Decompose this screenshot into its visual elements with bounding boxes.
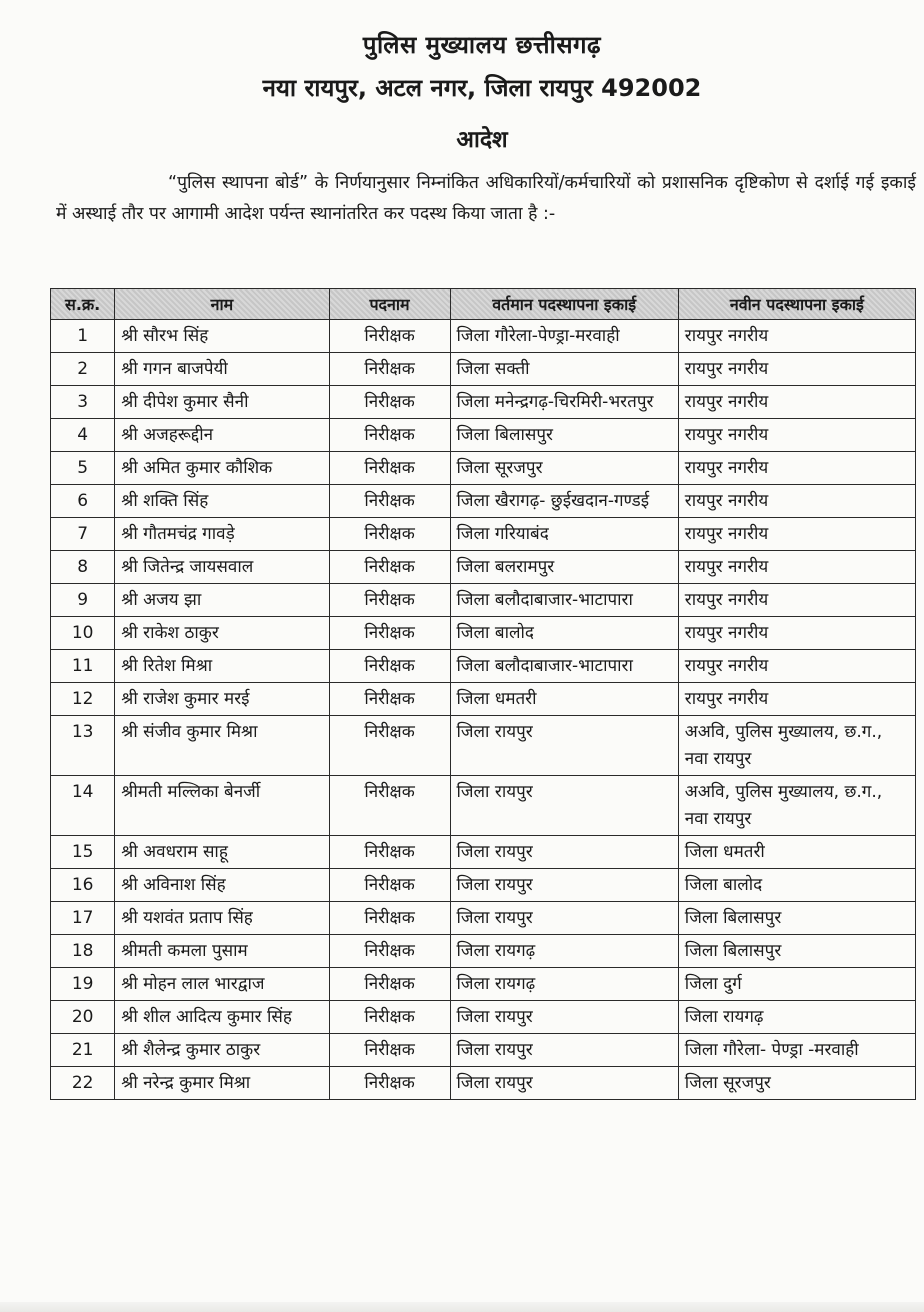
- designation-cell: निरीक्षक: [329, 902, 450, 935]
- table-header-row: [51, 289, 916, 320]
- new-posting-cell: रायपुर नगरीय: [678, 419, 915, 452]
- serial-cell: 12: [51, 683, 115, 716]
- office-address: नया रायपुर, अटल नगर, जिला रायपुर 492002: [262, 74, 702, 102]
- new-posting-cell: जिला सूरजपुर: [678, 1067, 915, 1100]
- designation-cell: निरीक्षक: [329, 386, 450, 419]
- table-row: [51, 320, 916, 353]
- name-cell: श्री राजेश कुमार मरई: [115, 683, 329, 716]
- designation-cell: निरीक्षक: [329, 320, 450, 353]
- letterhead: [0, 28, 924, 104]
- designation-cell: निरीक्षक: [329, 650, 450, 683]
- name-cell: श्री दीपेश कुमार सैनी: [115, 386, 329, 419]
- name-cell: श्री नरेन्द्र कुमार मिश्रा: [115, 1067, 329, 1100]
- serial-cell: 14: [51, 776, 115, 836]
- serial-cell: 2: [51, 353, 115, 386]
- table-row: [51, 518, 916, 551]
- new-posting-cell: जिला दुर्ग: [678, 968, 915, 1001]
- new-posting-cell: रायपुर नगरीय: [678, 650, 915, 683]
- office-name: पुलिस मुख्यालय छत्तीसगढ़: [362, 31, 602, 59]
- designation-cell: निरीक्षक: [329, 968, 450, 1001]
- serial-cell: 18: [51, 935, 115, 968]
- current-posting-cell: जिला बलौदाबाजार-भाटापारा: [450, 650, 678, 683]
- serial-cell: 11: [51, 650, 115, 683]
- serial-cell: 13: [51, 716, 115, 776]
- table-row: [51, 683, 916, 716]
- current-posting-cell: जिला रायगढ़: [450, 935, 678, 968]
- table-row: [51, 617, 916, 650]
- current-posting-cell: जिला सूरजपुर: [450, 452, 678, 485]
- serial-cell: 6: [51, 485, 115, 518]
- current-posting-cell: जिला खैरागढ़- छुईखदान-गण्डई: [450, 485, 678, 518]
- designation-cell: निरीक्षक: [329, 683, 450, 716]
- order-intro-paragraph: “पुलिस स्थापना बोर्ड” के निर्णयानुसार निम्नांकित अधिकारियों/कर्मचारियों को प्रशासनिक दृष्टिकोण से दर्शाई गई इकाई में अस्थाई तौर पर आगामी आदेश पर्यन्त स्थानांतरित कर पदस्थ किया जाता है :-: [56, 173, 916, 224]
- current-posting-cell: जिला रायपुर: [450, 836, 678, 869]
- new-posting-cell: रायपुर नगरीय: [678, 518, 915, 551]
- name-cell: श्री अवधराम साहू: [115, 836, 329, 869]
- new-posting-cell: जिला धमतरी: [678, 836, 915, 869]
- name-cell: श्री मोहन लाल भारद्वाज: [115, 968, 329, 1001]
- designation-cell: निरीक्षक: [329, 518, 450, 551]
- table-row: [51, 935, 916, 968]
- table-row: [51, 1067, 916, 1100]
- serial-cell: 10: [51, 617, 115, 650]
- designation-cell: निरीक्षक: [329, 617, 450, 650]
- header-serial: स.क्र.: [51, 289, 115, 320]
- serial-cell: 5: [51, 452, 115, 485]
- current-posting-cell: जिला धमतरी: [450, 683, 678, 716]
- table-row: [51, 1034, 916, 1067]
- current-posting-cell: जिला रायपुर: [450, 776, 678, 836]
- name-cell: श्री अविनाश सिंह: [115, 869, 329, 902]
- current-posting-cell: जिला रायपुर: [450, 902, 678, 935]
- serial-cell: 3: [51, 386, 115, 419]
- name-cell: श्री संजीव कुमार मिश्रा: [115, 716, 329, 776]
- order-title: आदेश: [456, 127, 508, 153]
- table-row: [51, 650, 916, 683]
- designation-cell: निरीक्षक: [329, 716, 450, 776]
- serial-cell: 7: [51, 518, 115, 551]
- serial-cell: 16: [51, 869, 115, 902]
- current-posting-cell: जिला रायपुर: [450, 716, 678, 776]
- serial-cell: 9: [51, 584, 115, 617]
- name-cell: श्री शक्ति सिंह: [115, 485, 329, 518]
- designation-cell: निरीक्षक: [329, 1034, 450, 1067]
- designation-cell: निरीक्षक: [329, 776, 450, 836]
- new-posting-cell: अअवि, पुलिस मुख्यालय, छ.ग., नवा रायपुर: [678, 716, 915, 776]
- table-row: [51, 419, 916, 452]
- designation-cell: निरीक्षक: [329, 452, 450, 485]
- table-row: [51, 902, 916, 935]
- designation-cell: निरीक्षक: [329, 419, 450, 452]
- table-row: [51, 716, 916, 776]
- designation-cell: निरीक्षक: [329, 353, 450, 386]
- new-posting-cell: रायपुर नगरीय: [678, 386, 915, 419]
- header-current-posting: वर्तमान पदस्थापना इकाई: [450, 289, 678, 320]
- name-cell: श्री यशवंत प्रताप सिंह: [115, 902, 329, 935]
- table-row: [51, 452, 916, 485]
- new-posting-cell: रायपुर नगरीय: [678, 485, 915, 518]
- serial-cell: 19: [51, 968, 115, 1001]
- designation-cell: निरीक्षक: [329, 1067, 450, 1100]
- serial-cell: 1: [51, 320, 115, 353]
- table-row: [51, 836, 916, 869]
- name-cell: श्री गगन बाजपेयी: [115, 353, 329, 386]
- current-posting-cell: जिला बलौदाबाजार-भाटापारा: [450, 584, 678, 617]
- designation-cell: निरीक्षक: [329, 869, 450, 902]
- new-posting-cell: जिला बिलासपुर: [678, 902, 915, 935]
- designation-cell: निरीक्षक: [329, 935, 450, 968]
- new-posting-cell: रायपुर नगरीय: [678, 551, 915, 584]
- designation-cell: निरीक्षक: [329, 836, 450, 869]
- designation-cell: निरीक्षक: [329, 584, 450, 617]
- serial-cell: 8: [51, 551, 115, 584]
- new-posting-cell: रायपुर नगरीय: [678, 617, 915, 650]
- new-posting-cell: जिला गौरेला- पेण्ड्रा -मरवाही: [678, 1034, 915, 1067]
- new-posting-cell: जिला रायगढ़: [678, 1001, 915, 1034]
- current-posting-cell: जिला सक्ती: [450, 353, 678, 386]
- table-row: [51, 776, 916, 836]
- name-cell: श्रीमती मल्लिका बेनर्जी: [115, 776, 329, 836]
- designation-cell: निरीक्षक: [329, 551, 450, 584]
- new-posting-cell: रायपुर नगरीय: [678, 683, 915, 716]
- new-posting-cell: रायपुर नगरीय: [678, 353, 915, 386]
- serial-cell: 20: [51, 1001, 115, 1034]
- current-posting-cell: जिला बिलासपुर: [450, 419, 678, 452]
- table-row: [51, 551, 916, 584]
- name-cell: श्री शील आदित्य कुमार सिंह: [115, 1001, 329, 1034]
- name-cell: श्री गौतमचंद्र गावड़े: [115, 518, 329, 551]
- header-designation: पदनाम: [329, 289, 450, 320]
- serial-cell: 15: [51, 836, 115, 869]
- name-cell: श्री अजय झा: [115, 584, 329, 617]
- new-posting-cell: रायपुर नगरीय: [678, 584, 915, 617]
- current-posting-cell: जिला रायपुर: [450, 869, 678, 902]
- name-cell: श्रीमती कमला पुसाम: [115, 935, 329, 968]
- current-posting-cell: जिला मनेन्द्रगढ़-चिरमिरी-भरतपुर: [450, 386, 678, 419]
- current-posting-cell: जिला रायपुर: [450, 1034, 678, 1067]
- transfer-table: [50, 288, 916, 1100]
- current-posting-cell: जिला रायपुर: [450, 1067, 678, 1100]
- designation-cell: निरीक्षक: [329, 485, 450, 518]
- designation-cell: निरीक्षक: [329, 1001, 450, 1034]
- name-cell: श्री सौरभ सिंह: [115, 320, 329, 353]
- current-posting-cell: जिला गौरेला-पेण्ड्रा-मरवाही: [450, 320, 678, 353]
- table-body: [51, 320, 916, 1100]
- header-name: नाम: [115, 289, 329, 320]
- table-row: [51, 968, 916, 1001]
- current-posting-cell: जिला गरियाबंद: [450, 518, 678, 551]
- current-posting-cell: जिला रायपुर: [450, 1001, 678, 1034]
- table-row: [51, 584, 916, 617]
- table-row: [51, 1001, 916, 1034]
- page-bottom-edge: [0, 1302, 924, 1312]
- name-cell: श्री शैलेन्द्र कुमार ठाकुर: [115, 1034, 329, 1067]
- new-posting-cell: रायपुर नगरीय: [678, 320, 915, 353]
- serial-cell: 22: [51, 1067, 115, 1100]
- table-row: [51, 485, 916, 518]
- serial-cell: 17: [51, 902, 115, 935]
- serial-cell: 4: [51, 419, 115, 452]
- current-posting-cell: जिला रायगढ़: [450, 968, 678, 1001]
- name-cell: श्री रितेश मिश्रा: [115, 650, 329, 683]
- name-cell: श्री राकेश ठाकुर: [115, 617, 329, 650]
- serial-cell: 21: [51, 1034, 115, 1067]
- table-row: [51, 869, 916, 902]
- name-cell: श्री अजहरूद्दीन: [115, 419, 329, 452]
- new-posting-cell: अअवि, पुलिस मुख्यालय, छ.ग., नवा रायपुर: [678, 776, 915, 836]
- name-cell: श्री जितेन्द्र जायसवाल: [115, 551, 329, 584]
- table-row: [51, 353, 916, 386]
- current-posting-cell: जिला बलरामपुर: [450, 551, 678, 584]
- current-posting-cell: जिला बालोद: [450, 617, 678, 650]
- header-new-posting: नवीन पदस्थापना इकाई: [678, 289, 915, 320]
- name-cell: श्री अमित कुमार कौशिक: [115, 452, 329, 485]
- table-row: [51, 386, 916, 419]
- new-posting-cell: जिला बालोद: [678, 869, 915, 902]
- new-posting-cell: जिला बिलासपुर: [678, 935, 915, 968]
- new-posting-cell: रायपुर नगरीय: [678, 452, 915, 485]
